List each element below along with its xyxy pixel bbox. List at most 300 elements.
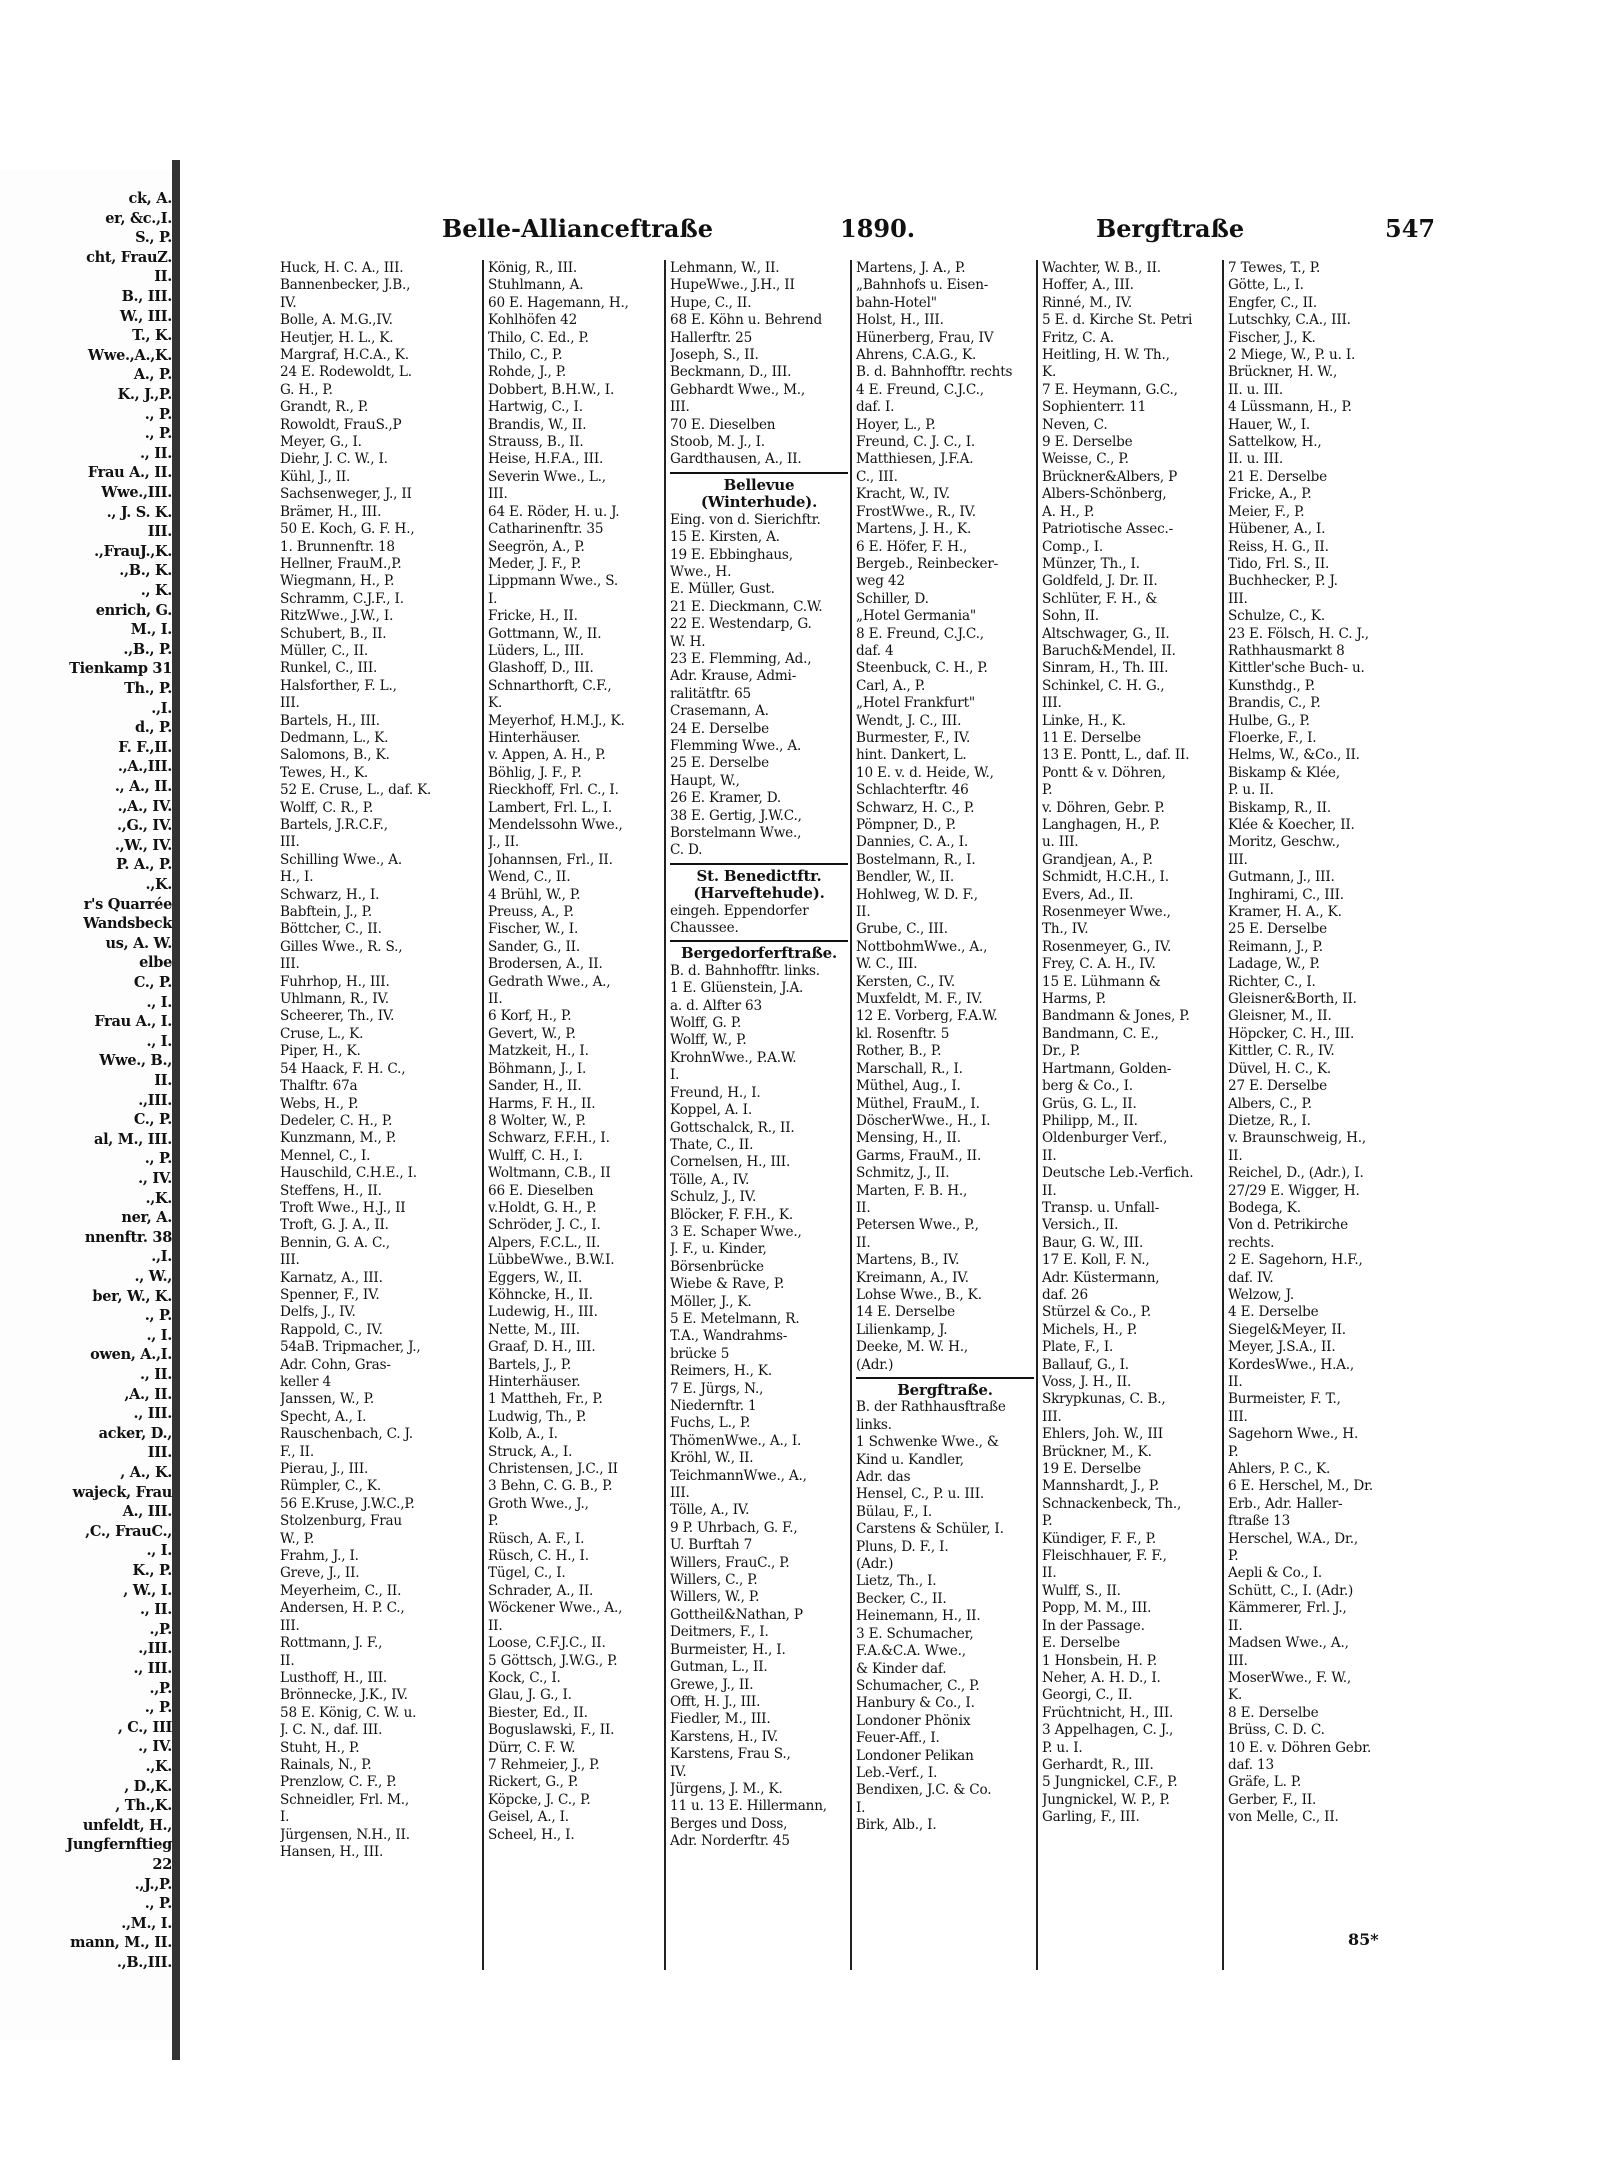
directory-entry: 4 E. Derselbe [1228,1304,1319,1321]
directory-entry: Specht, A., I. [280,1408,367,1425]
directory-entry: Bandmann & Jones, P. [1042,1008,1190,1025]
facing-page-line: Jungfernftieg [66,1836,172,1854]
directory-entry: 7 E. Heymann, G.C., [1042,381,1178,398]
directory-entry: Frahm, J., I. [280,1548,359,1565]
directory-entry: A. H., P. [1042,503,1095,520]
directory-entry: P. [1228,1443,1239,1460]
directory-entry: Webs, H., P. [280,1095,359,1112]
directory-entry: Seegrön, A., P. [488,538,585,555]
directory-entry: 50 E. Koch, G. F. H., [280,521,415,538]
directory-entry: Stuht, H., P. [280,1739,360,1756]
directory-entry: 5 E. d. Kirche St. Petri [1042,312,1193,329]
section-heading: St. Benedictftr. [696,866,822,885]
directory-entry: Skrypkunas, C. B., [1042,1391,1166,1408]
directory-entry: Martens, B., IV. [856,1252,960,1269]
directory-entry: v. Döhren, Gebr. P. [1042,799,1165,816]
directory-entry: Bennin, G. A. C., [280,1234,390,1251]
directory-entry: Dedeler, C. H., P. [280,1112,393,1129]
directory-entry: 9 P. Uhrbach, G. F., [670,1519,798,1536]
directory-entry: Janssen, W., P. [280,1391,374,1408]
directory-entry: Müthel, FrauM., I. [856,1095,980,1112]
facing-page-line: ., P. [144,405,172,423]
directory-entry: Goldfeld, J. Dr. II. [1042,573,1158,590]
directory-entry: Schlüter, F. H., & [1042,590,1158,607]
directory-entry: „Hotel Germania" [856,608,976,625]
directory-entry: 17 E. Koll, F. N., [1042,1252,1150,1269]
directory-entry: Grüs, G. L., II. [1042,1095,1137,1112]
directory-entry: III. [488,486,508,503]
directory-entry: Neher, A. H. D., I. [1042,1669,1161,1686]
directory-entry: Feuer-Aff., I. [856,1730,940,1747]
directory-page [180,170,1440,2030]
directory-entry: Bergeb., Reinbecker- [856,555,999,572]
directory-entry: Carstens & Schüler, I. [856,1521,1004,1538]
facing-page-line: .,M., I. [121,1914,172,1932]
directory-entry: Steffens, H., II. [280,1182,382,1199]
directory-entry: Kunsthdg., P. [1228,677,1316,694]
facing-page-line: , C., III [117,1718,172,1736]
directory-entry: 68 E. Köhn u. Behrend [670,312,822,329]
directory-entry: (Adr.) [856,1556,894,1573]
directory-entry: Brönnecke, J.K., IV. [280,1687,408,1704]
directory-entry: Steenbuck, C. H., P. [856,660,988,677]
directory-entry: Philipp, M., II. [1042,1112,1138,1129]
directory-entry: 58 E. König, C. W. u. [280,1704,417,1721]
directory-entry: Heinemann, H., II. [856,1608,981,1625]
directory-entry: Rainals, N., P. [280,1756,372,1773]
directory-entry: Gräfe, L. P. [1228,1774,1302,1791]
directory-entry: Baur, G. W., III. [1042,1234,1144,1251]
directory-entry: Gilles Wwe., R. S., [280,938,403,955]
directory-entry: Patriotische Assec.- [1042,521,1173,538]
facing-page-line: II. [154,1072,172,1089]
directory-entry: Wiegmann, H., P. [280,573,395,590]
facing-page-line: enrich, G. [95,601,172,619]
directory-entry: Rosenmeyer, G., IV. [1042,938,1172,955]
directory-entry: Buchhecker, P. J. [1228,573,1338,590]
directory-entry: Schneidler, Frl. M., [280,1791,410,1808]
directory-entry: Köhncke, H., II. [488,1286,593,1303]
directory-entry: Düvel, H. C., K. [1228,1060,1332,1077]
directory-entry: Jürgensen, N.H., II. [280,1826,410,1843]
facing-page-line: .,K. [145,876,172,893]
directory-entry: Jungnickel, W. P., P. [1042,1791,1170,1808]
directory-entry: Kohlhöfen 42 [488,312,578,329]
directory-entry: Glashoff, D., III. [488,660,594,677]
directory-entry: Hulbe, G., P. [1228,712,1310,729]
directory-entry: P. [488,1513,499,1530]
section-heading: (Winterhude). [700,493,818,512]
directory-entry: Herschel, W.A., Dr., [1228,1530,1359,1547]
facing-page-line: C., P. [133,974,172,991]
directory-entry: Haupt, W., [670,772,740,789]
directory-entry: Brandis, W., II. [488,416,587,433]
facing-page-line: ber, W., K. [92,1287,172,1305]
directory-entry: eingeh. Eppendorfer [670,902,809,919]
directory-entry: Evers, Ad., II. [1042,886,1134,903]
directory-entry: Gerber, F., II. [1228,1791,1317,1808]
directory-entry: ralitätftr. 65 [670,685,751,702]
directory-entry: Diehr, J. C. W., I. [280,451,388,468]
directory-entry: Schumacher, C., P. [856,1677,980,1694]
directory-entry: Mannshardt, J., P. [1042,1478,1160,1495]
directory-entry: Muxfeldt, M. F., IV. [856,991,983,1008]
directory-entry: Schubert, B., II. [280,625,387,642]
book-gutter [172,160,180,2060]
directory-entry: weg 42 [856,573,905,590]
directory-entry: II. [1042,1182,1057,1199]
facing-page-line: M., I. [130,621,172,639]
facing-page-line: ., III. [133,1405,172,1423]
directory-entry: Karstens, H., IV. [670,1728,779,1745]
header-street-right: Bergftraße [1096,214,1245,243]
directory-entry: III. [280,834,300,851]
directory-entry: Willers, FrauC., P. [670,1554,790,1571]
directory-entry: Margraf, H.C.A., K. [280,347,409,364]
directory-entry: LübbeWwe., B.W.I. [488,1252,615,1269]
directory-entry: Th., IV. [1042,921,1089,938]
directory-entry: Stoob, M. J., I. [670,434,765,451]
directory-entry: Siegel&Meyer, II. [1228,1321,1346,1338]
directory-entry: Lusthoff, H., III. [280,1669,388,1686]
directory-entry: Kröhl, W., II. [670,1450,754,1467]
directory-entry: Sander, H., II. [488,1078,582,1095]
directory-entry: IV. [670,1763,687,1780]
directory-entry: ThömenWwe., A., I. [670,1432,802,1449]
directory-entry: Pluns, D. F., I. [856,1538,949,1555]
directory-entry: Hansen, H., III. [280,1843,384,1860]
directory-entry: 38 E. Gertig, J.W.C., [670,807,802,824]
column-divider [850,260,852,1970]
section-heading: Bellevue [723,475,795,494]
directory-entry: Hübener, A., I. [1228,521,1326,538]
directory-entry: Pömpner, D., P. [856,817,956,833]
directory-entry: Kühl, J., II. [280,468,351,485]
directory-entry: Boguslawski, F., II. [488,1722,615,1739]
facing-page-line: owen, A.,I. [90,1346,172,1364]
directory-entry: Altschwager, G., II. [1042,625,1170,642]
directory-entry: C., III. [856,468,898,485]
directory-entry: Joseph, S., II. [670,347,759,364]
directory-entry: 24 E. Rodewoldt, L. [280,364,412,381]
directory-entry: Gottmann, W., II. [488,625,602,642]
directory-entry: Berges und Doss, [670,1815,788,1832]
directory-entry: III. [280,956,300,973]
directory-entry: Höpcker, C. H., III. [1228,1025,1355,1042]
directory-entry: Ballauf, G., I. [1042,1356,1129,1373]
directory-entry: Troft Wwe., H.J., II [280,1199,406,1216]
directory-entry: Dr., P. [1042,1043,1081,1060]
directory-entry: II. [488,1617,503,1634]
directory-entry: Mennel, C., I. [280,1147,371,1164]
directory-entry: Meyer, J.S.A., II. [1228,1339,1336,1356]
directory-entry: Rohde, J., P. [488,364,567,381]
directory-entry: Reimann, J., P. [1228,938,1323,955]
facing-page-line: .,J.,P. [134,1875,172,1893]
directory-entry: Wachter, W. B., II. [1042,260,1161,276]
directory-entry: Fricke, A., P. [1228,486,1312,503]
directory-entry: (Adr.) [856,1356,894,1373]
facing-page-line: .,K. [145,1189,172,1207]
facing-page-line: r's Quarrée [83,895,172,913]
directory-entry: Reimers, H., K. [670,1363,772,1380]
directory-entry: Prenzlow, C. F., P. [280,1774,397,1791]
directory-entry: Wolff, W., P. [670,1032,747,1049]
directory-entry: Ehlers, Joh. W., III [1042,1426,1163,1443]
directory-entry: Kreimann, A., IV. [856,1269,969,1286]
directory-entry: Meyerhof, H.M.J., K. [488,712,625,729]
facing-page-line: III. [147,1444,172,1462]
directory-entry: B. der Rathhausftraße [856,1399,1006,1416]
directory-entry: Eing. von d. Sierichftr. [670,511,821,528]
directory-entry: Leb.-Verf., I. [856,1764,938,1781]
directory-entry: Schnackenbeck, Th., [1042,1495,1182,1512]
facing-page-line: A., P. [133,366,172,384]
facing-page-line: .,K. [145,1758,172,1775]
directory-entry: Piper, H., K. [280,1043,361,1060]
directory-entry: u. III. [1042,834,1079,851]
directory-entry: Preuss, A., P. [488,904,574,921]
directory-entry: 10 E. v. Döhren Gebr. [1228,1739,1372,1756]
directory-entry: Richter, C., I. [1228,973,1316,990]
column-divider [1036,260,1038,1970]
directory-entry: T.A., Wandrahms- [670,1328,788,1345]
directory-entry: Crasemann, A. [670,703,769,720]
directory-entry: 66 E. Dieselben [488,1182,594,1199]
directory-entry: Bostelmann, R., I. [856,851,976,868]
facing-page-line: ., IV. [138,1170,172,1187]
directory-entry: 3 E. Schaper Wwe., [670,1223,802,1240]
directory-entry: Deeke, M. W. H., [856,1339,969,1356]
facing-page-line: nnenftr. 38 [84,1228,172,1246]
directory-entry: Stürzel & Co., P. [1042,1304,1151,1321]
directory-entry: Böhmann, J., I. [488,1060,587,1077]
directory-entry: Catharinenftr. 35 [488,521,604,538]
directory-entry: Schmitz, J., II. [856,1165,950,1182]
directory-entry: I. [670,1067,680,1084]
directory-entry: C. D. [670,842,703,859]
directory-entry: P. [1228,1548,1239,1565]
directory-entry: Fischer, J., K. [1228,329,1316,346]
directory-entry: Von d. Petrikirche [1228,1217,1348,1234]
facing-page-line: ., II. [140,1601,172,1619]
facing-page-line: ck, A. [128,190,172,207]
facing-page-line: Wwe.,A.,K. [87,346,172,364]
directory-entry: Strauss, B., II. [488,434,584,451]
facing-page-line: ., II. [140,1366,172,1383]
directory-entry: Delfs, J., IV. [280,1304,356,1321]
directory-entry: Kunzmann, M., P. [280,1130,397,1147]
directory-entry: Schwarz, H. C., P. [856,799,975,816]
directory-entry: Ahlers, P. C., K. [1228,1461,1331,1478]
directory-entry: Floerke, F., I. [1228,729,1317,746]
directory-entry: Bendler, W., II. [856,869,954,886]
directory-entry: Kittler'sche Buch- u. [1228,660,1365,677]
directory-entry: a. d. Alfter 63 [670,997,762,1014]
directory-entry: Adr. Küstermann, [1042,1269,1160,1286]
facing-page-line: .,B., P. [123,640,172,658]
facing-page-line: ,A., II. [124,1385,172,1403]
directory-entry: Heise, H.F.A., III. [488,451,604,468]
section-rule [670,472,848,474]
directory-entry: G. H., P. [280,381,333,398]
directory-entry: III. [280,695,300,712]
directory-entry: 25 E. Derselbe [1228,921,1327,938]
directory-entry: Bartels, J.R.C.F., [280,817,388,833]
directory-entry: & Kinder daf. [856,1660,947,1677]
directory-entry: Sattelkow, H., [1228,434,1322,451]
directory-entry: brücke 5 [670,1345,730,1362]
directory-entry: Bolle, A. M.G.,IV. [280,312,393,329]
directory-entry: Fricke, H., II. [488,608,578,625]
section-rule [856,1377,1034,1379]
directory-entry: Londoner Phönix [856,1712,971,1729]
directory-entry: Adr. Cohn, Gras- [280,1356,391,1373]
directory-entry: Huck, H. C. A., III. [280,260,404,276]
directory-entry: 15 E. Lühmann & [1042,973,1161,990]
directory-entry: Pontt & v. Döhren, [1042,764,1166,781]
directory-entry: Fuhrhop, H., III. [280,973,390,990]
directory-entry: Holst, H., III. [856,312,944,329]
directory-entry: III. [670,399,690,416]
directory-entry: Grandt, R., P. [280,399,369,416]
directory-entry: Struck, A., I. [488,1443,573,1460]
directory-entry: 11 u. 13 E. Hillermann, [670,1798,827,1815]
directory-entry: Harms, F. H., II. [488,1095,596,1112]
facing-page-line: F. F.,II. [118,738,172,756]
directory-entry: Stuhlmann, A. [488,277,584,294]
directory-entry: Loose, C.F.J.C., II. [488,1635,606,1652]
directory-entry: Albers, C., P. [1228,1095,1312,1112]
directory-entry: Schulz, J., IV. [670,1189,757,1206]
directory-entry: 21 E. Derselbe [1228,468,1327,485]
directory-entry: Rauschenbach, C. J. [280,1426,413,1443]
facing-page-line: B., III. [121,288,172,305]
directory-entry: Lilienkamp, J. [856,1321,948,1338]
page-header [180,170,1440,252]
directory-entry: keller 4 [280,1374,331,1390]
directory-entry: 19 E. Ebbinghaus, [670,546,793,563]
directory-entry: KordesWwe., H.A., [1228,1356,1355,1373]
directory-entry: Rowoldt, FrauS.,P [280,416,402,433]
directory-entry: Greve, J., II. [280,1565,360,1582]
directory-entry: Matzkeit, H., I. [488,1043,589,1060]
directory-entry: Rüsch, C. H., I. [488,1548,589,1565]
directory-entry: 64 E. Röder, H. u. J. [488,503,620,520]
directory-entry: Georgi, C., II. [1042,1687,1133,1704]
directory-entry: Lietz, Th., I. [856,1573,937,1590]
directory-entry: Jürgens, J. M., K. [670,1780,783,1797]
directory-entry: Hohlweg, W. D. F., [856,886,978,903]
directory-entry: Tewes, H., K. [280,764,369,781]
directory-entry: II. [488,991,503,1008]
directory-entry: Ladage, W., P. [1228,956,1320,973]
facing-page-line: , A., K. [120,1464,172,1481]
directory-entry: Lippmann Wwe., S. [488,573,618,590]
directory-entry: Engfer, C., II. [1228,294,1318,311]
directory-entry: III. [280,1252,300,1269]
directory-entry: II. [856,904,871,921]
directory-entry: Brückner&Albers, P [1042,468,1178,485]
facing-page-line: K., P. [132,1562,172,1579]
directory-entry: Aepli & Co., I. [1228,1565,1323,1582]
section-heading: (Harveftehude). [693,884,825,903]
directory-entry: 54aB. Tripmacher, J., [280,1339,421,1356]
directory-entry: II. [856,1234,871,1251]
directory-entry: Kündiger, F. F., P. [1042,1530,1156,1547]
directory-entry: Wend, C., II. [488,869,571,886]
directory-entry: II. [280,1652,295,1669]
directory-entry: Borstelmann Wwe., [670,825,802,841]
directory-entry: Adr. das [856,1469,911,1486]
directory-entry: Heitling, H. W. Th., [1042,347,1170,364]
directory-entry: Pierau, J., III. [280,1461,369,1478]
directory-entry: 5 E. Metelmann, R. [670,1310,800,1327]
directory-entry: Hoffer, A., III. [1042,277,1134,294]
directory-entry: Brandis, C., P. [1228,695,1321,712]
directory-entry: Albers-Schönberg, [1042,486,1167,503]
directory-entry: Biester, Ed., II. [488,1704,588,1721]
directory-entry: Michels, H., P. [1042,1321,1138,1338]
directory-entry: 25 E. Derselbe [670,755,769,772]
directory-entry: Garms, FrauM., II. [856,1147,982,1164]
directory-entry: Hauschild, C.H.E., I. [280,1165,417,1182]
facing-page-line: d., P. [134,719,172,737]
facing-page-line: ., I. [146,1326,172,1344]
facing-page-line: mann, M., II. [70,1934,172,1952]
column-6 [1228,260,1406,1827]
directory-entry: Bannenbecker, J.B., [280,277,411,294]
directory-entry: Freund, H., I. [670,1084,761,1101]
directory-entry: Fritz, C. A. [1042,329,1114,346]
directory-entry: Dietze, R., I. [1228,1112,1311,1129]
directory-entry: 3 Behn, C. G. B., P. [488,1478,613,1495]
directory-entry: Meyer, G., I. [280,434,362,451]
directory-entry: Rappold, C., IV. [280,1321,383,1338]
directory-entry: W. C., III. [856,956,918,973]
directory-entry: Rosenmeyer Wwe., [1042,904,1171,921]
directory-entry: Wulff, C. H., I. [488,1147,583,1164]
directory-entry: Hartwig, C., I. [488,399,583,416]
directory-entry: Versich., II. [1042,1217,1119,1234]
directory-entry: F.A.&C.A. Wwe., [856,1643,966,1660]
directory-entry: W. H. [670,633,706,650]
directory-entry: Reiss, H. G., II. [1228,538,1329,555]
directory-entry: Christensen, J.C., II [488,1461,618,1478]
directory-entry: Gevert, W., P. [488,1025,576,1042]
directory-entry: Severin Wwe., L., [488,468,606,485]
directory-entry: 60 E. Hagemann, H., [488,294,629,311]
directory-entry: 22 E. Westendarp, G. [670,616,812,633]
directory-entry: 4 E. Freund, C.J.C., [856,381,984,398]
facing-page-line: ., J. S. K. [106,503,172,521]
directory-entry: Lehmann, W., II. [670,260,780,276]
directory-entry: Welzow, J. [1228,1286,1294,1303]
directory-entry: J. C. N., daf. III. [280,1722,383,1739]
facing-page-line: .,III. [138,1091,172,1109]
directory-entry: Wendt, J. C., III. [856,712,962,729]
directory-entry: Scheerer, Th., IV. [280,1008,395,1025]
directory-entry: Meier, F., P. [1228,503,1305,520]
directory-entry: Karnatz, A., III. [280,1269,383,1286]
directory-entry: 15 E. Kirsten, A. [670,529,780,546]
directory-entry: Dannies, C. A., I. [856,834,968,851]
directory-entry: Gleisner&Borth, II. [1228,991,1357,1008]
directory-entry: Schlachterftr. 46 [856,782,969,799]
signature-mark: 85* [1348,1930,1379,1949]
directory-entry: Köpcke, J. C., P. [488,1791,591,1808]
directory-entry: Marten, F. B. H., [856,1182,968,1199]
